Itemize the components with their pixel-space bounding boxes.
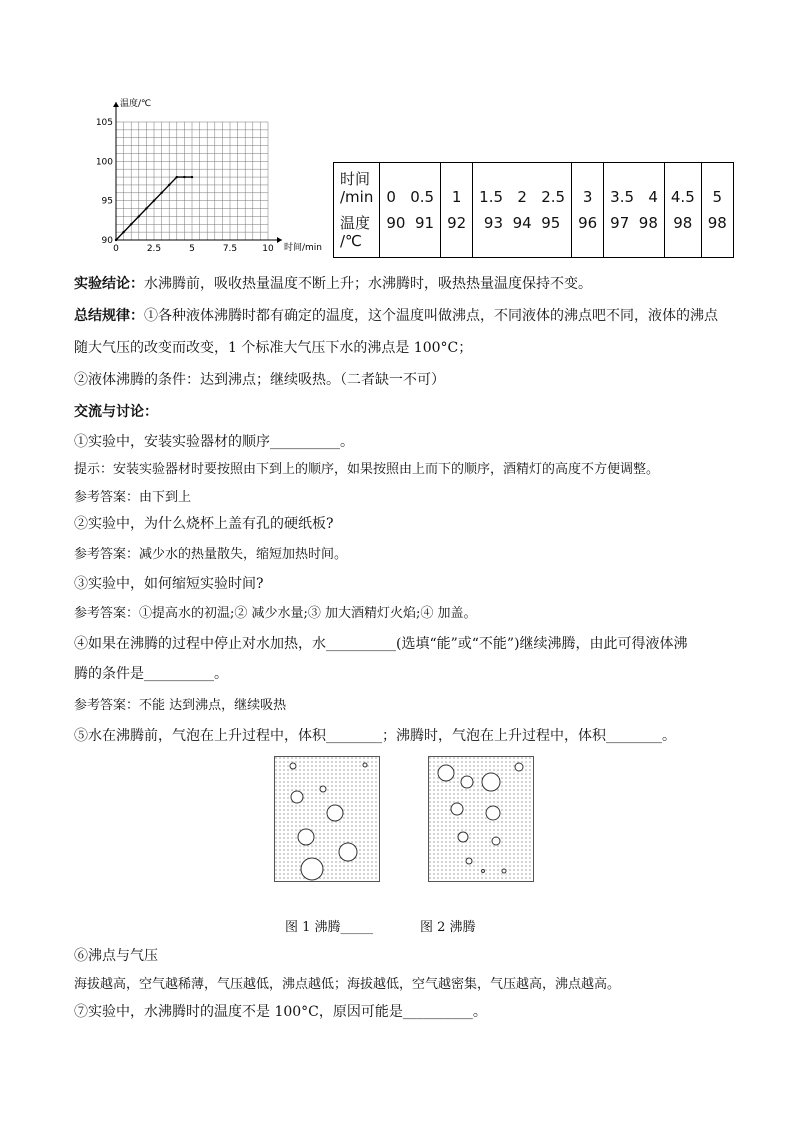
hint-1: 提示：安装实验器材时要按照由下到上的顺序，如果按照由上而下的顺序，酒精灯的高度不方便调整。: [74, 462, 660, 477]
question-4-line-2: 腾的条件是__________。: [74, 666, 228, 682]
temp-header-line1: 温度: [340, 214, 371, 232]
time-cell: 3: [572, 163, 604, 211]
graph-grid: [116, 122, 268, 240]
temp-cell: 98: [701, 210, 733, 258]
x-tick-label: 10: [262, 244, 274, 254]
data-point: [145, 207, 147, 209]
x-tick-label: 0: [113, 244, 119, 254]
conclusion-line: [74, 274, 592, 294]
temp-header: [334, 210, 380, 258]
time-cell: 4.5: [664, 163, 701, 211]
y-tick-label: 90: [101, 236, 113, 246]
summary-label: 总结规律：: [74, 308, 144, 324]
figure-2-caption: 图 2 沸腾: [420, 920, 476, 935]
time-cell: 1: [441, 163, 473, 211]
answer-4: 参考答案：不能 达到沸点，继续吸热: [74, 698, 287, 713]
figure-1-caption: 图 1 沸腾: [285, 920, 341, 935]
temp-cell: 90 91: [380, 210, 441, 258]
temp-cell: 98: [664, 210, 701, 258]
data-point: [191, 176, 193, 178]
data-point: [176, 176, 178, 178]
data-point: [153, 199, 155, 201]
question-2: ②实验中，为什么烧杯上盖有孔的硬纸板?: [74, 516, 334, 532]
temperature-time-graph: [96, 94, 326, 254]
temp-cell: 96: [572, 210, 604, 258]
time-cell: 0 0.5: [380, 163, 441, 211]
temp-header-line2: /℃: [340, 232, 362, 250]
data-point: [138, 215, 140, 217]
x-tick-label: 5: [189, 244, 195, 254]
temp-cell: 93 94 95: [473, 210, 572, 258]
summary-line-2: 随大气压的改变而改变，1 个标准大气压下水的沸点是 100°C；: [74, 340, 473, 356]
temp-cell: 97 98: [604, 210, 665, 258]
question-3: ③实验中，如何缩短实验时间?: [74, 576, 264, 592]
question-5: ⑤水在沸腾前，气泡在上升过程中，体积________；沸腾时，气泡在上升过程中，体积________。: [74, 728, 676, 744]
conclusion-label: 实验结论：: [74, 276, 144, 292]
x-tick-label: 2.5: [146, 244, 162, 254]
summary-line-3: ②液体沸腾的条件：达到沸点；继续吸热。（二者缺一不可）: [74, 372, 445, 388]
question-4-line-1: ④如果在沸腾的过程中停止对水加热，水__________(选填“能”或“不能”)继续沸腾，由此可得液体沸: [74, 636, 688, 652]
y-tick-label: 95: [101, 196, 113, 207]
figure-2-boiling: [428, 756, 534, 882]
figure-1-before-boiling: [274, 756, 380, 882]
time-cell: 1.5 2 2.5: [473, 163, 572, 211]
figure-1-drawing: [275, 757, 379, 881]
answer-6: 海拔越高，空气越稀薄，气压越低，沸点越低；海拔越低，空气越密集，气压越高，沸点越高。: [74, 977, 621, 992]
discussion-heading: 交流与讨论：: [74, 404, 158, 420]
data-point: [160, 192, 162, 194]
answer-1: 参考答案：由下到上: [74, 490, 192, 505]
time-cell: 5: [701, 163, 733, 211]
answer-3: 参考答案：①提高水的初温;② 减少水量;③ 加大酒精灯火焰;④ 加盖。: [74, 606, 477, 621]
conclusion-text: 水沸腾前，吸收热量温度不断上升；水沸腾时，吸热热量温度保持不变。: [144, 276, 592, 292]
time-row: [334, 163, 734, 211]
x-tick-label: 7.5: [222, 244, 238, 254]
figure-1-caption-line: [285, 916, 373, 935]
time-header-line2: /min: [340, 188, 374, 206]
graph-axes: [113, 102, 282, 243]
figure-2-drawing: [429, 757, 533, 881]
temp-cell: 92: [441, 210, 473, 258]
summary-text-1: ①各种液体沸腾时都有确定的温度，这个温度叫做沸点，不同液体的沸点吧不同，液体的沸点: [144, 308, 718, 324]
answer-2: 参考答案：减少水的热量散失，缩短加热时间。: [74, 547, 348, 562]
time-cell: 3.5 4: [604, 163, 665, 211]
time-header-line1: 时间: [340, 170, 371, 188]
summary-line-1: [74, 306, 718, 326]
question-1: ①实验中，安装实验器材的顺序__________。: [74, 434, 354, 450]
question-6: ⑥沸点与气压: [74, 948, 158, 964]
question-7: ⑦实验中，水沸腾时的温度不是 100°C，原因可能是__________。: [74, 1004, 487, 1020]
x-axis-label: 时间/min: [284, 243, 323, 253]
figure-1-blank: _____: [340, 920, 374, 935]
data-point: [122, 231, 124, 233]
temp-row: [334, 210, 734, 258]
x-axis-arrow: [277, 237, 282, 243]
data-point: [115, 239, 117, 241]
y-tick-label: 105: [96, 118, 113, 128]
y-tick-label: 100: [96, 157, 113, 168]
time-header: [334, 163, 380, 211]
data-point: [168, 184, 170, 186]
data-point: [130, 223, 132, 225]
y-axis-label: 温度/℃: [120, 99, 152, 109]
data-table: [333, 162, 734, 258]
y-axis-arrow: [113, 102, 119, 107]
data-point: [183, 176, 185, 178]
